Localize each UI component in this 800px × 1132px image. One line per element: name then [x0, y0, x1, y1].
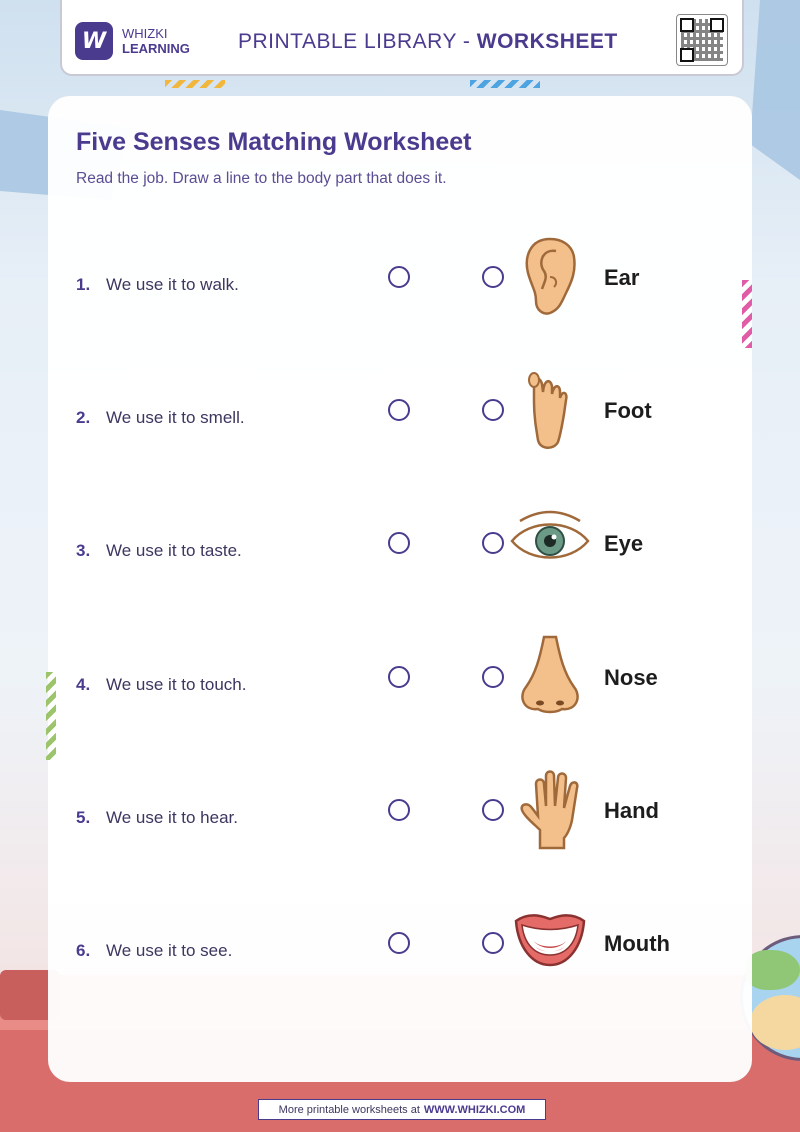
- decorative-stripes-yellow: [165, 80, 225, 88]
- matching-row-5: [0, 798, 800, 888]
- library-title-bold: WORKSHEET: [476, 30, 618, 53]
- left-match-dot[interactable]: [388, 932, 410, 954]
- row-number: 4.: [76, 675, 91, 694]
- right-match-dot[interactable]: [482, 532, 504, 554]
- left-match-dot[interactable]: [388, 532, 410, 554]
- qr-corner-marker: [680, 48, 694, 62]
- worksheet-instructions: Read the job. Draw a line to the body part that does it.: [76, 170, 447, 187]
- brand-name: [122, 26, 190, 56]
- nose-icon: [510, 633, 590, 717]
- matching-row-6: [0, 931, 800, 1021]
- decorative-stripes-blue: [470, 80, 540, 88]
- qr-corner-marker: [680, 18, 694, 32]
- body-part-label: Ear: [604, 265, 640, 290]
- row-number: 1.: [76, 275, 91, 294]
- foot-icon: [510, 366, 590, 450]
- footer-banner: [258, 1099, 546, 1120]
- body-part-label: Foot: [604, 398, 652, 423]
- body-part-label: Hand: [604, 798, 659, 823]
- matching-row-4: [0, 665, 800, 755]
- row-number: 5.: [76, 808, 91, 827]
- row-number: 3.: [76, 541, 91, 560]
- ear-icon: [510, 233, 590, 317]
- worksheet-title: Five Senses Matching Worksheet: [76, 128, 472, 156]
- row-prompt: We use it to touch.: [106, 675, 247, 694]
- footer-link[interactable]: WWW.WHIZKI.COM: [423, 1103, 526, 1116]
- left-match-dot[interactable]: [388, 666, 410, 688]
- footer-text: More printable worksheets at: [278, 1103, 420, 1116]
- right-match-dot[interactable]: [482, 266, 504, 288]
- left-match-dot[interactable]: [388, 799, 410, 821]
- row-number: 2.: [76, 408, 91, 427]
- library-title: [238, 30, 618, 54]
- row-prompt: We use it to see.: [106, 941, 233, 960]
- right-match-dot[interactable]: [482, 799, 504, 821]
- qr-corner-marker: [710, 18, 724, 32]
- row-prompt: We use it to taste.: [106, 541, 242, 560]
- body-part-label: Nose: [604, 665, 658, 690]
- row-number: 6.: [76, 941, 91, 960]
- hand-icon: [510, 766, 590, 850]
- row-prompt: We use it to hear.: [106, 808, 238, 827]
- right-match-dot[interactable]: [482, 932, 504, 954]
- eye-icon: [510, 499, 590, 583]
- body-part-label: Eye: [604, 531, 644, 556]
- row-prompt: We use it to walk.: [106, 275, 239, 294]
- body-part-label: Mouth: [604, 931, 670, 956]
- matching-row-2: [0, 398, 800, 488]
- qr-code-icon[interactable]: [676, 14, 728, 66]
- library-title-prefix: PRINTABLE LIBRARY -: [238, 30, 477, 53]
- matching-row-3: [0, 531, 800, 621]
- brand-name-line1: WHIZKI: [122, 26, 168, 41]
- mouth-icon: [510, 899, 590, 983]
- matching-row-1: [0, 265, 800, 355]
- row-prompt: We use it to smell.: [106, 408, 245, 427]
- whizki-logo-icon[interactable]: W: [75, 22, 113, 60]
- left-match-dot[interactable]: [388, 266, 410, 288]
- brand-name-line2: LEARNING: [122, 41, 190, 56]
- right-match-dot[interactable]: [482, 666, 504, 688]
- left-match-dot[interactable]: [388, 399, 410, 421]
- right-match-dot[interactable]: [482, 399, 504, 421]
